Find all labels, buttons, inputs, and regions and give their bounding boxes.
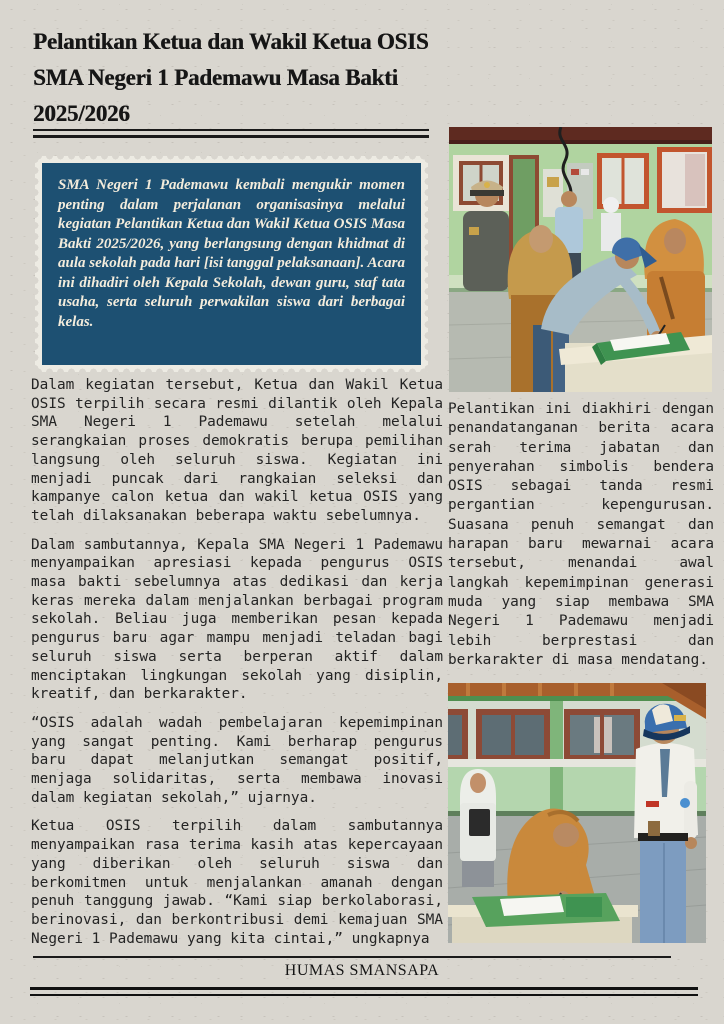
school-logo-patch xyxy=(680,798,690,808)
intro-stamp-inner xyxy=(42,163,421,365)
paragraph-inauguration: Dalam kegiatan tersebut, Ketua dan Wakil Ketua OSIS terpilih secara resmi dilantik oleh Kepala SMA Negeri 1 Pademawu setelah melalui serangkaian proses demokratis berupa pemilihan langsung oleh seluruh siswa. Kegiatan ini menjadi puncak dari rangkaian seleksi dan kampanye calon ketua dan wakil ketua OSIS yang telah dilaksanakan beberapa waktu sebelumnya. xyxy=(31,377,443,524)
paragraph-closing: Pelantikan ini diakhiri dengan penandatanganan berita acara serah terima jabatan dan penyerahan simbolis bendera OSIS sebagai tanda resmi pergantian kepengurusan. Suasana penuh semangat dan harapan baru mewarnai acara tersebut, menandai awal langkah kepemimpinan generasi muda yang siap membawa SMA Negeri 1 Pademawu menjadi lebih berprestasi dan berkarakter di masa mendatang. xyxy=(448,401,714,668)
wall-pillar xyxy=(550,701,563,815)
stamp-perforation-top xyxy=(33,152,430,160)
stamp-perforation-left xyxy=(31,154,39,374)
name-badge xyxy=(646,801,659,807)
window-far-left xyxy=(448,709,468,761)
photo-signing-ceremony-top xyxy=(449,127,712,392)
article-left-column xyxy=(31,376,443,958)
intro-stamp-box xyxy=(35,156,428,372)
page-title xyxy=(33,24,439,132)
title-divider-rule xyxy=(33,129,429,138)
page-title-line-2: SMA Negeri 1 Pademawu Masa Bakti xyxy=(33,65,398,90)
stamp-perforation-right xyxy=(424,154,432,374)
window-right xyxy=(657,147,712,213)
footer-label: HUMAS SMANSAPA xyxy=(284,962,440,979)
paragraph-headmaster-speech: Dalam sambutannya, Kepala SMA Negeri 1 Pademawu menyampaikan apresiasi kepada pengurus OSIS masa bakti sebelumnya atas dedikasi dan kerja keras mereka dalam menjalankan berbagai program sekolah. Beliau juga memberikan pesan kepada pengurus baru agar mampu menjadi teladan bagi seluruh siswa serta berperan aktif dalam menciptakan lingkungan sekolah yang disiplin, kreatif, dan berkarakter. xyxy=(31,536,443,703)
signing-table xyxy=(448,893,638,943)
paragraph-chairman-speech: Ketua OSIS terpilih dalam sambutannya menyampaikan rasa terima kasih atas kepercayaan yang diberikan oleh seluruh siswa dan berkomitmen untuk menjalankan amanah dengan penuh tanggung jawab. “Kami siap berkolaborasi, berinovasi, dan berkontribusi demi kemajuan SMA Negeri 1 Pademawu yang kita cintai,” ungkapnya xyxy=(31,818,443,947)
photo-signing-ceremony-bottom xyxy=(448,683,706,943)
stamp-perforation-bottom xyxy=(33,368,430,376)
photo-bottom-illustration xyxy=(448,683,706,943)
page-title-line-1: Pelantikan Ketua dan Wakil Ketua OSIS xyxy=(33,29,429,54)
photo-top-illustration xyxy=(449,127,712,392)
intro-stamp-text: SMA Negeri 1 Pademawu kembali mengukir momen penting dalam perjalanan organisasinya melalui kegiatan Pelantikan Ketua dan Wakil Ketua OSIS Masa Bakti 2025/2026, yang berlangsung dengan khidmat di aula sekolah pada hari [isi tanggal pelaksanaan]. Acara ini dihadiri oleh Kepala Sekolah, dewan guru, staf tata usaha, serta seluruh perwakilan siswa dari berbagai kelas. xyxy=(58,177,405,330)
roof-band xyxy=(449,127,712,144)
footer-rule-top xyxy=(33,956,671,958)
student-with-tablet xyxy=(460,769,496,887)
paragraph-quote-headmaster: “OSIS adalah wadah pembelajaran kepemimpinan yang sangat penting. Kami berharap pengurus baru dapat melanjutkan semangat positif, menjaga solidaritas, serta membawa inovasi dalam kegiatan sekolah,” ujarnya. xyxy=(31,714,443,806)
belt xyxy=(638,833,688,841)
page-title-line-3: 2025/2026 xyxy=(33,101,130,126)
pocket-badge xyxy=(648,821,660,836)
footer-rule-bottom xyxy=(30,987,698,996)
window-left xyxy=(476,709,550,761)
window-right xyxy=(564,709,640,761)
article-right-column xyxy=(448,400,714,680)
